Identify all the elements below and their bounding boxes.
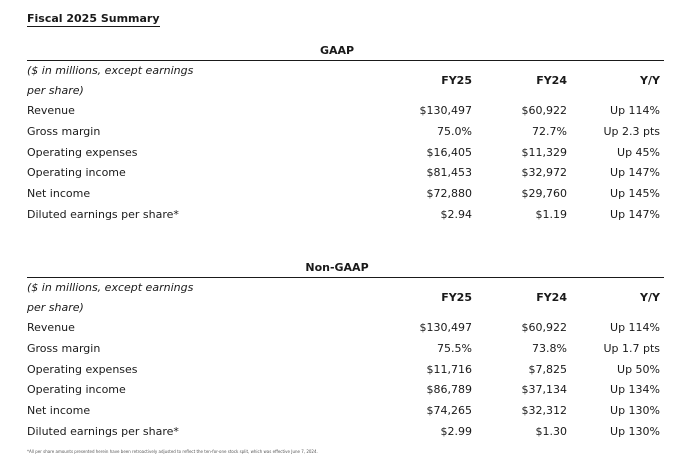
row-label: Gross margin xyxy=(27,124,101,138)
cell-fy24: $60,922 xyxy=(521,321,567,334)
cell-fy24: $7,825 xyxy=(528,362,567,376)
row-label: Operating income xyxy=(27,383,126,397)
cell-yy: Up 45% xyxy=(617,145,660,159)
row-label: Gross margin xyxy=(27,341,101,355)
cell-fy24: 72.7% xyxy=(532,124,567,138)
non-gaap-header-row xyxy=(27,278,664,318)
gaap-col-yy: Y/Y xyxy=(640,74,660,87)
non-gaap-col-yy: Y/Y xyxy=(640,291,660,304)
cell-fy25: $72,880 xyxy=(426,187,472,201)
table-row xyxy=(27,360,664,381)
cell-yy: Up 145% xyxy=(610,187,660,201)
gaap-header-row xyxy=(27,61,664,101)
non-gaap-section xyxy=(27,259,664,443)
cell-yy: Up 147% xyxy=(610,207,660,221)
gaap-col-fy25: FY25 xyxy=(441,74,472,87)
cell-yy: Up 1.7 pts xyxy=(603,341,660,355)
table-row xyxy=(27,122,664,143)
table-row xyxy=(27,143,664,164)
cell-fy25: 75.0% xyxy=(437,124,472,138)
gaap-section xyxy=(27,42,664,226)
cell-fy24: $1.30 xyxy=(535,424,567,438)
cell-yy: Up 114% xyxy=(610,104,660,117)
footnote: *All per share amounts presented herein have been retroactively adjusted to reflect the ten-for-one stock split, which was effective June 7, 2024. xyxy=(27,449,318,454)
row-label: Operating expenses xyxy=(27,145,138,159)
row-label: Operating expenses xyxy=(27,362,138,376)
row-label: Net income xyxy=(27,187,91,201)
table-row xyxy=(27,163,664,184)
row-label: Revenue xyxy=(27,321,75,334)
cell-fy24: $32,312 xyxy=(521,404,567,418)
table-row xyxy=(27,401,664,422)
row-label: Operating income xyxy=(27,166,126,180)
page-title: Fiscal 2025 Summary xyxy=(27,12,160,25)
cell-fy25: $86,789 xyxy=(426,383,472,397)
gaap-section-title: GAAP xyxy=(319,44,355,57)
non-gaap-section-title: Non-GAAP xyxy=(305,261,369,274)
row-label: Diluted earnings per share* xyxy=(27,424,179,438)
cell-fy24: $29,760 xyxy=(521,187,567,201)
cell-yy: Up 134% xyxy=(610,383,660,397)
table-row xyxy=(27,339,664,360)
cell-fy25: 75.5% xyxy=(437,341,472,355)
table-row xyxy=(27,101,664,122)
row-label: Revenue xyxy=(27,104,75,117)
table-row xyxy=(27,422,664,443)
cell-fy24: 73.8% xyxy=(532,341,567,355)
row-label: Diluted earnings per share* xyxy=(27,207,179,221)
cell-yy: Up 147% xyxy=(610,166,660,180)
cell-yy: Up 50% xyxy=(617,362,660,376)
cell-fy25: $74,265 xyxy=(426,404,472,418)
cell-fy24: $1.19 xyxy=(535,207,567,221)
cell-fy25: $11,716 xyxy=(426,362,472,376)
cell-yy: Up 130% xyxy=(610,404,660,418)
cell-fy25: $130,497 xyxy=(419,321,472,334)
cell-fy24: $32,972 xyxy=(521,166,567,180)
table-row xyxy=(27,205,664,226)
cell-yy: Up 130% xyxy=(610,424,660,438)
non-gaap-units-note: ($ in millions, except earnings per share) xyxy=(27,281,194,314)
row-label: Net income xyxy=(27,404,91,418)
cell-fy24: $11,329 xyxy=(521,145,567,159)
non-gaap-col-fy24: FY24 xyxy=(536,291,567,304)
table-row xyxy=(27,184,664,205)
table-row xyxy=(27,380,664,401)
cell-fy25: $81,453 xyxy=(426,166,472,180)
cell-yy: Up 2.3 pts xyxy=(603,124,660,138)
cell-fy25: $130,497 xyxy=(419,104,472,117)
gaap-units-note: ($ in millions, except earnings per share) xyxy=(27,64,194,97)
gaap-col-fy24: FY24 xyxy=(536,74,567,87)
table-row xyxy=(27,318,664,339)
cell-fy25: $16,405 xyxy=(426,145,472,159)
non-gaap-col-fy25: FY25 xyxy=(441,291,472,304)
cell-fy25: $2.99 xyxy=(440,424,472,438)
cell-fy24: $60,922 xyxy=(521,104,567,117)
cell-fy24: $37,134 xyxy=(521,383,567,397)
cell-fy25: $2.94 xyxy=(440,207,472,221)
cell-yy: Up 114% xyxy=(610,321,660,334)
